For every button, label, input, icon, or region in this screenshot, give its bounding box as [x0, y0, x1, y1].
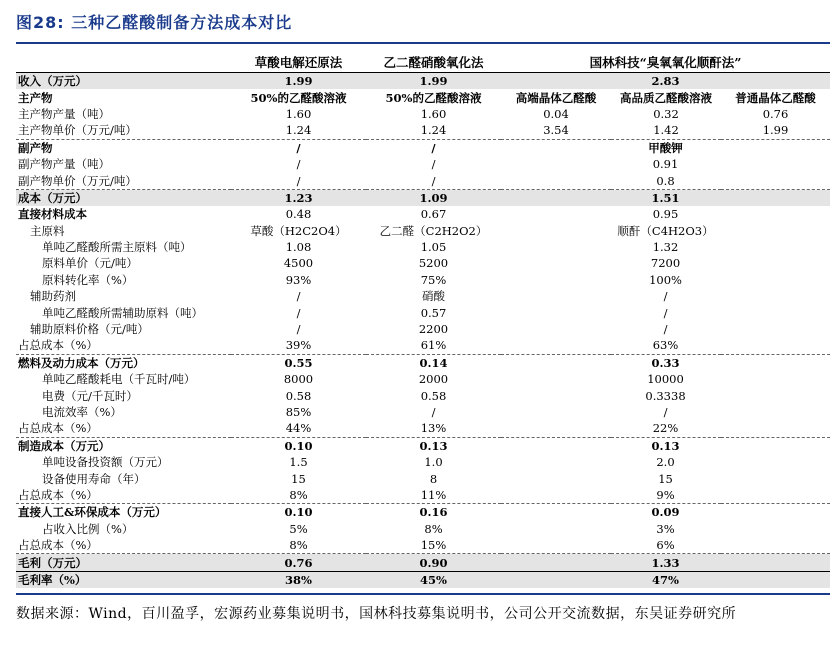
cell-method-3: 0.8 — [501, 172, 830, 189]
cell-method-2: 75% — [420, 272, 447, 287]
material-share-row — [16, 337, 830, 354]
row-label: 副产物 — [18, 140, 53, 155]
cell-method-1: 8000 — [283, 372, 314, 387]
cell-method-3a: 3.54 — [501, 122, 611, 139]
cell-method-1: 8% — [231, 537, 366, 554]
row-label: 副产物产量（吨） — [18, 157, 110, 172]
revenue-ratio-row — [16, 521, 830, 537]
cell-method-3: 100% — [649, 272, 682, 287]
direct-material-cost-row — [16, 206, 830, 222]
cell-method-1: 1.24 — [231, 122, 366, 139]
auxiliary-price-row — [16, 321, 830, 337]
cell-method-3: 9% — [501, 487, 830, 504]
cell-method-2: 5200 — [418, 256, 449, 271]
figure-title: 图28: 三种乙醛酸制备方法成本对比 — [16, 13, 293, 32]
cell-method-1: 8% — [231, 487, 366, 504]
cell-method-1: 39% — [231, 337, 366, 354]
row-label: 直接材料成本 — [18, 207, 87, 222]
row-label: 单吨乙醛酸所需主原料（吨） — [42, 240, 192, 255]
cell-method-3: 3% — [656, 521, 675, 536]
row-label: 直接人工&环保成本（万元） — [18, 505, 167, 520]
bottom-rule — [16, 593, 830, 595]
cell-method-3: 0.09 — [651, 505, 680, 520]
cell-method-3: 0.13 — [651, 438, 680, 453]
auxiliary-agent-row — [16, 288, 830, 304]
cell-method-1: 0.48 — [285, 207, 312, 222]
cell-method-3c: 0.76 — [762, 106, 789, 121]
labor-env-cost-row — [16, 504, 830, 521]
cell-method-2: 1.0 — [424, 455, 443, 470]
row-label: 占总成本（%） — [16, 420, 231, 437]
cell-method-2: 0.13 — [419, 438, 448, 453]
cell-method-1: 38% — [231, 571, 366, 588]
cell-method-1: 0.76 — [231, 554, 366, 571]
cell-method-1: 0.58 — [285, 388, 312, 403]
byproduct-output-row — [16, 156, 830, 172]
row-label: 占收入比例（%） — [42, 521, 134, 536]
cell-method-2: 11% — [366, 487, 501, 504]
row-label: 辅助药剂 — [30, 289, 76, 304]
row-label: 主产物 — [18, 90, 53, 105]
manufacturing-cost-row — [16, 437, 830, 454]
main-product-output-row — [16, 106, 830, 122]
main-raw-material-row — [16, 223, 830, 239]
cell-method-1: 草酸（H2C2O4） — [250, 223, 347, 238]
cell-method-1: 85% — [285, 405, 312, 419]
cell-method-2: / — [431, 140, 436, 155]
cell-method-1: 1.23 — [231, 189, 366, 206]
row-label: 原料单价（元/吨） — [42, 256, 138, 271]
cell-method-3b: 高品质乙醛酸溶液 — [620, 90, 712, 105]
cell-method-3: 1.32 — [652, 240, 679, 255]
cell-method-1: 0.10 — [284, 505, 313, 520]
cell-method-2: 13% — [366, 420, 501, 437]
equipment-lifetime-row — [16, 470, 830, 486]
cell-method-2: 1.99 — [366, 73, 501, 90]
header-row — [16, 54, 830, 73]
revenue-row — [16, 73, 830, 90]
cell-method-2: 1.05 — [420, 240, 447, 255]
cell-method-2: 0.16 — [419, 505, 448, 520]
cell-method-2: 硝酸 — [422, 289, 445, 304]
cell-method-1: / — [296, 305, 301, 320]
cell-method-2: 61% — [366, 337, 501, 354]
cell-method-3: 0.3338 — [645, 388, 686, 403]
byproduct-price-row — [16, 172, 830, 189]
row-label: 燃料及动力成本（万元） — [18, 355, 145, 370]
cell-method-3: / — [663, 405, 668, 419]
cell-method-2: / — [431, 157, 436, 172]
cell-method-3: 10000 — [647, 372, 684, 387]
row-label: 单吨设备投资额（万元） — [42, 455, 169, 470]
cell-method-3: 顺酐（C4H2O3） — [617, 223, 714, 238]
cell-method-3: 1.51 — [501, 189, 830, 206]
source-note: 数据来源：Wind，百川盈孚，宏源药业募集说明书，国林科技募集说明书，公司公开交流数据，东吴证券研究所 — [16, 606, 737, 622]
cell-method-1: 93% — [285, 272, 312, 287]
cell-method-3: 6% — [501, 537, 830, 554]
cell-method-1: 1.5 — [289, 455, 308, 470]
cell-method-1: 1.08 — [285, 240, 312, 255]
cell-method-2: 8 — [429, 471, 438, 486]
cell-method-2: 0.14 — [419, 355, 448, 370]
cell-method-1: / — [296, 157, 301, 172]
row-label: 单吨乙醛酸耗电（千瓦时/吨） — [42, 372, 196, 387]
cell-method-1: 1.60 — [285, 106, 312, 121]
cell-method-1: 0.10 — [284, 438, 313, 453]
gross-profit-row — [16, 554, 830, 571]
cell-method-2: 1.09 — [366, 189, 501, 206]
row-label: 原料转化率（%） — [42, 272, 134, 287]
cell-method-3: 0.91 — [652, 157, 679, 172]
labor-share-row — [16, 537, 830, 554]
cell-method-2: 0.67 — [420, 207, 447, 222]
row-label: 电流效率（%） — [42, 405, 122, 419]
cell-method-3a: 高端晶体乙醛酸 — [515, 90, 597, 105]
top-rule — [16, 42, 830, 44]
cell-method-1: 0.55 — [284, 355, 313, 370]
row-label: 辅助原料价格（元/吨） — [30, 322, 149, 337]
cell-method-3c: 普通晶体乙醛酸 — [735, 90, 816, 105]
energy-cost-row — [16, 354, 830, 371]
main-product-price-row — [16, 122, 830, 139]
cell-method-1: 4500 — [283, 256, 314, 271]
cell-method-3: 甲酸钾 — [648, 140, 683, 155]
cell-method-3b: 0.32 — [653, 106, 679, 121]
row-label: 毛利率（%） — [16, 571, 231, 588]
cell-method-2: 0.57 — [420, 305, 447, 320]
header-method-1: 草酸电解还原法 — [231, 54, 366, 73]
cell-method-3: 2.83 — [501, 73, 830, 90]
cell-method-1: 44% — [231, 420, 366, 437]
header-corner — [16, 54, 231, 73]
cell-method-3: / — [663, 289, 668, 304]
cell-method-3: 0.33 — [651, 355, 680, 370]
cell-method-3: 15 — [658, 471, 673, 486]
cell-method-3c: 1.99 — [721, 122, 830, 139]
cell-method-2: 2200 — [418, 322, 449, 337]
row-label: 电费（元/千瓦时） — [42, 388, 138, 403]
conversion-rate-row — [16, 272, 830, 288]
row-label: 占总成本（%） — [16, 537, 231, 554]
cell-method-3a: 0.04 — [543, 106, 569, 121]
raw-material-price-row — [16, 255, 830, 271]
header-method-2: 乙二醛硝酸氧化法 — [366, 54, 501, 73]
row-label: 主产物单价（万元/吨） — [16, 122, 231, 139]
cell-method-3: 47% — [501, 571, 830, 588]
cell-method-2: 0.90 — [366, 554, 501, 571]
auxiliary-per-ton-row — [16, 304, 830, 320]
equipment-investment-row — [16, 454, 830, 470]
cell-method-2: / — [431, 405, 436, 419]
cell-method-1: / — [296, 322, 301, 337]
row-label: 占总成本（%） — [16, 337, 231, 354]
byproduct-row — [16, 139, 830, 156]
row-label: 毛利（万元） — [16, 554, 231, 571]
cell-method-1: / — [231, 172, 366, 189]
header-method-3: 国林科技“臭氧氧化顺酐法” — [501, 54, 830, 73]
cell-method-2: 8% — [424, 521, 443, 536]
cell-method-1: 50%的乙醛酸溶液 — [250, 90, 347, 105]
row-label: 收入（万元） — [16, 73, 231, 90]
row-label: 设备使用寿命（年） — [42, 471, 146, 486]
main-product-row — [16, 89, 830, 105]
gross-margin-row — [16, 571, 830, 588]
cell-method-3b: 1.42 — [611, 122, 721, 139]
cell-method-2: 15% — [366, 537, 501, 554]
cell-method-2: 45% — [366, 571, 501, 588]
row-label: 占总成本（%） — [16, 487, 231, 504]
cell-method-2: 1.60 — [420, 106, 447, 121]
cell-method-1: 1.99 — [231, 73, 366, 90]
energy-share-row — [16, 420, 830, 437]
row-label: 制造成本（万元） — [18, 438, 110, 453]
electricity-price-row — [16, 387, 830, 403]
cell-method-3: / — [663, 322, 668, 337]
raw-material-per-ton-row — [16, 239, 830, 255]
row-label: 主产物产量（吨） — [18, 106, 110, 121]
cell-method-3: 22% — [501, 420, 830, 437]
cell-method-1: / — [296, 289, 301, 304]
cell-method-1: 15 — [291, 471, 306, 486]
cost-comparison-table — [16, 54, 830, 588]
cell-method-3: 2.0 — [656, 455, 675, 470]
row-label: 单吨乙醛酸所需辅助原料（吨） — [42, 305, 203, 320]
cell-method-2: 1.24 — [366, 122, 501, 139]
row-label: 主原料 — [30, 223, 65, 238]
current-efficiency-row — [16, 404, 830, 420]
cost-row — [16, 189, 830, 206]
manufacturing-share-row — [16, 487, 830, 504]
cell-method-1: 5% — [289, 521, 308, 536]
cell-method-2: / — [366, 172, 501, 189]
cell-method-2: 0.58 — [420, 388, 447, 403]
cell-method-3: 1.33 — [501, 554, 830, 571]
cell-method-2: 50%的乙醛酸溶液 — [385, 90, 482, 105]
row-label: 成本（万元） — [16, 189, 231, 206]
cell-method-2: 2000 — [418, 372, 449, 387]
cell-method-2: 乙二醛（C2H2O2） — [379, 223, 488, 238]
power-consumption-row — [16, 371, 830, 387]
cell-method-1: / — [296, 140, 301, 155]
cell-method-3: / — [663, 305, 668, 320]
cell-method-3: 7200 — [650, 256, 681, 271]
row-label: 副产物单价（万元/吨） — [16, 172, 231, 189]
cell-method-3: 0.95 — [652, 207, 679, 222]
cell-method-3: 63% — [501, 337, 830, 354]
